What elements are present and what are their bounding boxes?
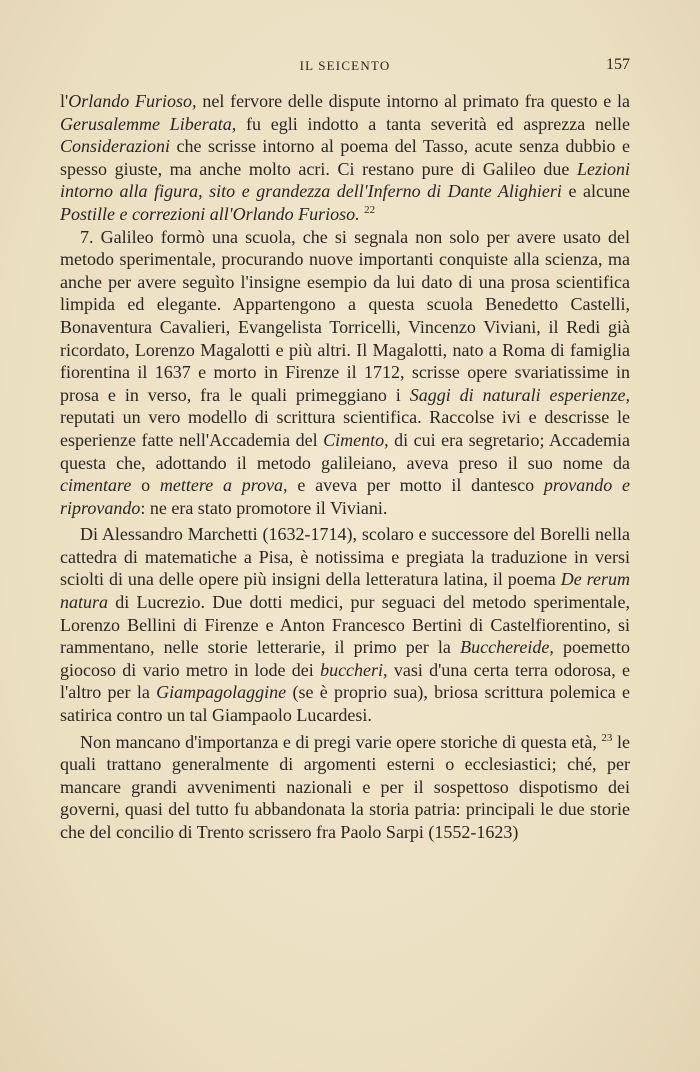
- italic-title: provando e riprovando: [60, 475, 630, 518]
- italic-title: Cimento,: [323, 429, 389, 450]
- text-run: di cui era segretario; Accademia questa che, adottando il metodo galileiano, aveva preso il suo nome da: [60, 429, 630, 473]
- text-run: e aveva per motto il dantesco: [287, 475, 544, 496]
- text-run: Non mancano d'importanza e di pregi varie opere storiche di questa età,: [80, 731, 602, 752]
- page-number: 157: [606, 56, 630, 73]
- italic-title: De rerum natura: [60, 569, 631, 613]
- paragraph-galileo-school: [60, 226, 630, 520]
- paragraph-historical-works: [60, 731, 630, 844]
- italic-title: Postille e correzioni all'Orlando Furioso.: [60, 203, 360, 224]
- italic-title: Considerazioni: [60, 136, 171, 157]
- text-run: vasi d'una certa terra odorosa, e l'altro per la: [60, 659, 630, 703]
- text-run: Di Alessandro Marchetti (1632-1714), scolaro e successore del Borelli nella cattedra di matematiche a Pisa, è notissima e pregiata la traduzione in versi sciolti di una delle opere più insigni della letteratura latina, il poema: [60, 524, 630, 590]
- text-run: o: [131, 475, 160, 496]
- footnote-marker: 22: [364, 203, 376, 216]
- italic-title: Lezioni intorno alla figura, sito e grandezza dell'Inferno di Dante Alighieri: [60, 158, 630, 202]
- italic-title: Giampagolaggine: [156, 682, 287, 703]
- text-run: e alcune: [561, 181, 630, 202]
- text-run: che scrisse intorno al poema del Tasso, acute senza dubbio e spesso giuste, ma anche molto acri. Ci restano pure di Galileo due: [60, 136, 630, 179]
- text-run: nel fervore delle dispute intorno al primato fra questo e la: [196, 91, 630, 111]
- italic-title: Saggi di naturali esperienze,: [409, 384, 630, 405]
- italic-title: Gerusalemme Liberata,: [60, 113, 237, 134]
- italic-title: buccheri,: [320, 659, 388, 680]
- text-run: reputati un vero modello di scrittura scientifica. Raccolse ivi e descrisse le esperienze fatte nell'Accademia del: [60, 407, 630, 450]
- text-run: : ne era stato promotore il Viviani.: [140, 497, 388, 518]
- page-header: [60, 58, 630, 80]
- text-run: poemetto giocoso di vario metro in lode dei: [60, 637, 631, 680]
- running-title: IL SEICENTO: [299, 58, 391, 73]
- text-run: di Lucrezio. Due dotti medici, pur seguaci del metodo sperimentale, Lorenzo Bellini di Firenze e Anton Francesco Bertini di Castelfiorentino, si rammentano, nelle storie letterarie, il primo per la: [60, 592, 630, 658]
- italic-title: Orlando Furioso,: [68, 91, 197, 111]
- footnote-marker: 23: [601, 731, 613, 744]
- italic-title: Bucchereide,: [460, 637, 554, 658]
- italic-title: cimentare: [60, 475, 132, 496]
- body-text: [60, 90, 630, 844]
- paragraph-marchetti: [60, 523, 630, 726]
- text-run: le quali trattano generalmente di argomenti esterni o ecclesiastici; ché, per mancare grandi avvenimenti nazionali e per il sospettoso dispotismo dei governi, quasi del tutto fu abbandonata la storia patria: principali le due storie che del concilio di Trento scrissero fra Paolo Sarpi (1552-1623): [60, 731, 630, 842]
- text-run: l': [60, 91, 69, 111]
- text-run: 7. Galileo formò una scuola, che si segnala non solo per avere usato del metodo sperimentale, procurando nuove importanti conquiste alla scienza, ma anche per avere seguìto l'insigne esempio da lui dato di una prosa scientifica limpida ed elegante. Appartengono a questa scuola Benedetto Castelli, Bonaventura Cavalieri, Evangelista Torricelli, Vincenzo Viviani, il Redi già ricordato, Lorenzo Magalotti e più altri. Il Magalotti, nato a Roma di famiglia fiorentina il 1637 e morto in Firenze il 1712, scrisse opere svariatissime in prosa e in verso, fra le quali primeggiano i: [60, 226, 630, 405]
- text-run: (se è proprio sua), briosa scrittura polemica e satirica contro un tal Giampaolo Lucardesi.: [60, 682, 630, 726]
- paragraph-orlando-furioso: [60, 90, 630, 226]
- text-run: fu egli indotto a tanta severità ed asprezza nelle: [236, 113, 630, 134]
- italic-title: mettere a prova,: [159, 475, 288, 496]
